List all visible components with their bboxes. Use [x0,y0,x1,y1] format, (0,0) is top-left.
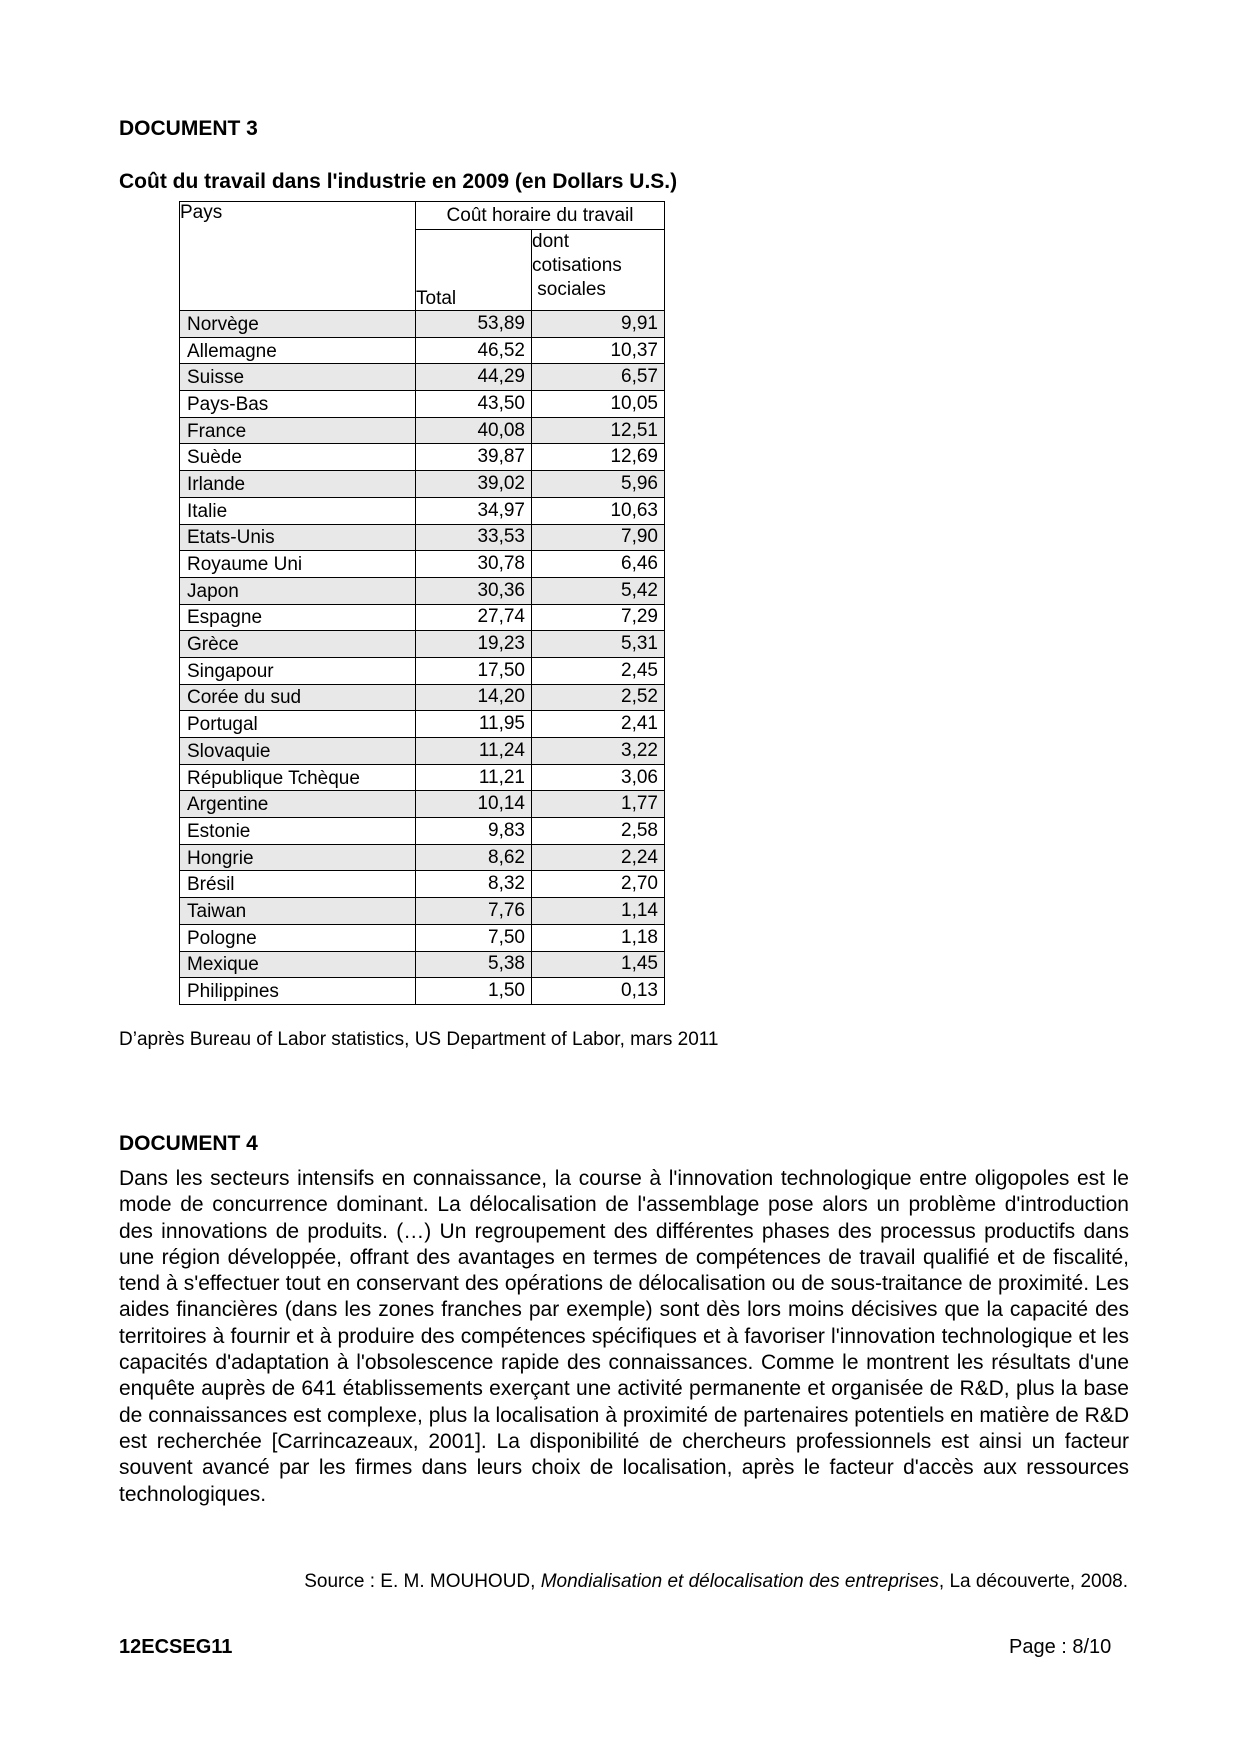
total-cell: 30,78 [416,551,532,578]
social-contributions-cell: 3,22 [532,738,665,765]
country-cell: Portugal [180,711,416,738]
total-cell: 30,36 [416,577,532,604]
total-cell: 34,97 [416,497,532,524]
total-cell: 53,89 [416,311,532,338]
country-cell: Pologne [180,924,416,951]
total-cell: 7,76 [416,898,532,925]
total-cell: 39,02 [416,471,532,498]
country-cell: Slovaquie [180,738,416,765]
document-4-source [304,1571,1128,1593]
country-cell: Espagne [180,604,416,631]
total-cell: 44,29 [416,364,532,391]
social-contributions-cell: 1,77 [532,791,665,818]
document-4-text: Dans les secteurs intensifs en connaissance, la course à l'innovation technologique entre oligopoles est le mode de concurrence dominant. La délocalisation de l'assemblage pose alors un problème d'introduction des innovations de produits. (…) Un regroupement des différentes phases des processus productifs dans une région développée, offrant des avantages en termes de compétences de travail qualifié et de fiscalité, tend à s'effectuer tout en conservant des opérations de délocalisation ou de sous-traitance de proximité. Les aides financières (dans les zones franches par exemple) sont dès lors moins décisives que la capacité des territoires à fournir et à produire des compétences spécifiques et à favoriser l'innovation technologique et les capacités d'adaptation à l'obsolescence rapide des connaissances. Comme le montrent les résultats d'une enquête auprès de 641 établissements exerçant une activité permanente et organisée de R&D, plus la base de connaissances est complexe, plus la localisation à proximité de partenaires potentiels en matière de R&D est recherchée [Carrincazeaux, 2001]. La disponibilité de chercheurs professionnels est ainsi un facteur souvent avancé par les firmes dans leurs choix de localisation, après le facteur d'accès aux ressources technologiques. [119,1167,1129,1506]
social-contributions-cell: 5,42 [532,577,665,604]
table-row [180,924,665,951]
table-row [180,791,665,818]
table-row [180,818,665,845]
table-row [180,871,665,898]
table-row [180,391,665,418]
social-contributions-cell: 12,69 [532,444,665,471]
total-cell: 46,52 [416,337,532,364]
social-contributions-cell: 7,90 [532,524,665,551]
country-cell: Suède [180,444,416,471]
social-contributions-cell: 2,52 [532,684,665,711]
social-contributions-cell: 2,41 [532,711,665,738]
labor-cost-table [179,201,665,1005]
country-cell: Hongrie [180,844,416,871]
social-contributions-cell: 10,37 [532,337,665,364]
header-hourly-cost: Coût horaire du travail [416,202,665,230]
social-contributions-cell: 2,24 [532,844,665,871]
total-cell: 39,87 [416,444,532,471]
total-cell: 8,32 [416,871,532,898]
country-cell: Irlande [180,471,416,498]
table-row [180,978,665,1005]
total-cell: 11,24 [416,738,532,765]
total-cell: 14,20 [416,684,532,711]
total-cell: 7,50 [416,924,532,951]
social-contributions-cell: 5,31 [532,631,665,658]
document-4-heading: DOCUMENT 4 [119,1132,258,1155]
country-cell: Grèce [180,631,416,658]
country-cell: Norvège [180,311,416,338]
header-social-line-1: dont [532,231,569,252]
document-3-source: D’après Bureau of Labor statistics, US Department of Labor, mars 2011 [119,1029,719,1050]
table-row [180,524,665,551]
table-row [180,471,665,498]
table-row [180,417,665,444]
total-cell: 40,08 [416,417,532,444]
total-cell: 1,50 [416,978,532,1005]
country-cell: Etats-Unis [180,524,416,551]
table-row [180,577,665,604]
table-row [180,711,665,738]
social-contributions-cell: 5,96 [532,471,665,498]
table-title: Coût du travail dans l'industrie en 2009 (en Dollars U.S.) [119,170,678,193]
social-contributions-cell: 10,63 [532,497,665,524]
total-cell: 11,95 [416,711,532,738]
total-cell: 5,38 [416,951,532,978]
social-contributions-cell: 3,06 [532,764,665,791]
total-cell: 10,14 [416,791,532,818]
total-cell: 19,23 [416,631,532,658]
country-cell: Argentine [180,791,416,818]
country-cell: Italie [180,497,416,524]
social-contributions-cell: 9,91 [532,311,665,338]
country-cell: France [180,417,416,444]
country-cell: Taiwan [180,898,416,925]
table-row [180,657,665,684]
header-total: Total [416,230,532,311]
social-contributions-cell: 1,18 [532,924,665,951]
header-country: Pays [180,202,416,311]
country-cell: Philippines [180,978,416,1005]
total-cell: 27,74 [416,604,532,631]
table-row [180,684,665,711]
social-contributions-cell: 7,29 [532,604,665,631]
table-row [180,604,665,631]
country-cell: Allemagne [180,337,416,364]
table-row [180,631,665,658]
country-cell: Brésil [180,871,416,898]
social-contributions-cell: 2,45 [532,657,665,684]
table-row [180,364,665,391]
source-prefix: Source : E. M. MOUHOUD, [304,1571,541,1592]
social-contributions-cell: 6,57 [532,364,665,391]
country-cell: Royaume Uni [180,551,416,578]
country-cell: Mexique [180,951,416,978]
social-contributions-cell: 2,58 [532,818,665,845]
country-cell: Japon [180,577,416,604]
footer-exam-code: 12ECSEG11 [119,1636,233,1658]
table-row [180,844,665,871]
document-3-heading: DOCUMENT 3 [119,117,258,140]
social-contributions-cell: 6,46 [532,551,665,578]
country-cell: Estonie [180,818,416,845]
country-cell: République Tchèque [180,764,416,791]
social-contributions-cell: 2,70 [532,871,665,898]
total-cell: 43,50 [416,391,532,418]
table-row [180,444,665,471]
total-cell: 17,50 [416,657,532,684]
table-row [180,738,665,765]
table-row [180,551,665,578]
social-contributions-cell: 12,51 [532,417,665,444]
source-suffix: , La découverte, 2008. [938,1571,1128,1592]
source-book-title: Mondialisation et délocalisation des entreprises [540,1571,939,1592]
header-social-contributions [532,230,665,311]
table-row [180,764,665,791]
country-cell: Corée du sud [180,684,416,711]
country-cell: Pays-Bas [180,391,416,418]
social-contributions-cell: 10,05 [532,391,665,418]
total-cell: 11,21 [416,764,532,791]
total-cell: 8,62 [416,844,532,871]
table-row [180,497,665,524]
table-row [180,898,665,925]
social-contributions-cell: 1,45 [532,951,665,978]
social-contributions-cell: 1,14 [532,898,665,925]
table-body [180,311,665,1005]
country-cell: Singapour [180,657,416,684]
table-row [180,951,665,978]
social-contributions-cell: 0,13 [532,978,665,1005]
total-cell: 33,53 [416,524,532,551]
footer-page-number: Page : 8/10 [1009,1636,1112,1658]
header-social-line-3: sociales [532,279,606,300]
total-cell: 9,83 [416,818,532,845]
header-social-line-2: cotisations [532,255,622,276]
country-cell: Suisse [180,364,416,391]
table-row [180,337,665,364]
table-row [180,311,665,338]
